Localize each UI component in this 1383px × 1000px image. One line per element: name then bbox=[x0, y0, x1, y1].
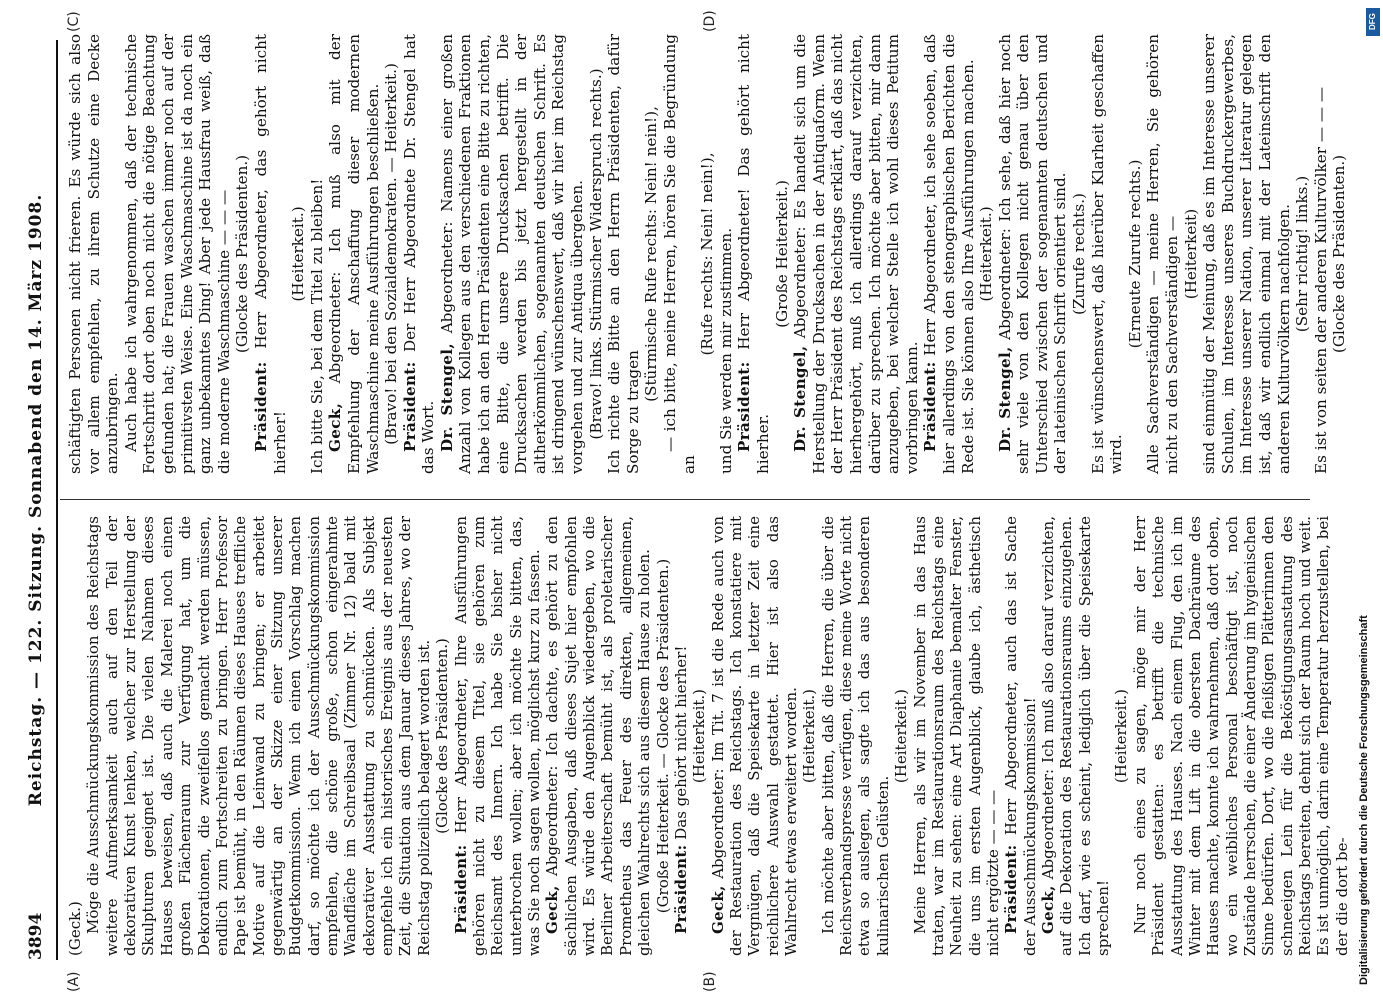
text-paragraph bbox=[605, 34, 642, 474]
speaker-name: Geck, bbox=[708, 885, 727, 934]
text-paragraph bbox=[66, 34, 122, 474]
speech-paragraph bbox=[1039, 516, 1112, 956]
text-paragraph bbox=[1293, 34, 1312, 474]
speaker-name: Dr. Stengel, bbox=[791, 345, 810, 452]
speech-paragraph bbox=[452, 516, 544, 956]
paragraph-text: Auch habe ich wahrgenommen, daß der technische Fortschritt dort oben noch nicht die nötige Beachtung gefunden hat; die Frauen waschen immer noch auf der primitivsten Weise. Eine Waschmaschine ist da noch ein ganz unbekanntes Ding! Aber jede Hausfrau weiß, daß die moderne Waschmaschine — — — bbox=[121, 34, 233, 474]
paragraph-text: (Zurufe rechts.) bbox=[1070, 193, 1089, 315]
speaker-name: Präsident: bbox=[921, 361, 940, 452]
text-paragraph bbox=[690, 516, 708, 956]
paragraph-text: Herr Abgeordneter, Ihre Ausführungen gehören nicht zu diesem Titel, sie gehören zum Reichsamt des Innern. Ich habe Sie bisher nicht unterbrochen wollen; aber ich möchte Sie bitten, das, was Sie noch sagen wollen, möglichst kurz zu fassen. bbox=[451, 516, 543, 956]
speech-paragraph bbox=[401, 34, 438, 474]
paragraph-text: Abgeordneter: Im Tit. 7 ist die Rede auch von der Restauration des Reichstags. Ich konstatiere mit Vergnügen, daß die Speisekarte in letzter Zeit eine reichlichere Auswahl gestattet. Hier ist also das Wahlrecht etwas erweitert worden. bbox=[708, 516, 801, 956]
paragraph-text: Ich bitte Sie, bei dem Titel zu bleiben! bbox=[307, 178, 326, 474]
paragraph-text: (Heiterkeit.) bbox=[800, 688, 819, 784]
text-paragraph bbox=[308, 34, 327, 474]
page-header bbox=[22, 40, 52, 960]
paragraph-text: Es ist von seiten der anderen Kulturvölker — — — bbox=[1311, 86, 1330, 474]
text-paragraph bbox=[122, 34, 234, 474]
speech-paragraph bbox=[709, 516, 801, 956]
right-column bbox=[66, 34, 1349, 474]
paragraph-text: Abgeordneter: Ich muß also mit der Empfehlung der Anschaffung dieser modernen Waschmaschine meine Ausführungen beschließen. bbox=[326, 34, 382, 474]
text-paragraph bbox=[1126, 34, 1145, 474]
paragraph-text: (Glocke des Präsidenten.) bbox=[433, 638, 452, 834]
text-paragraph bbox=[717, 34, 736, 474]
text-paragraph bbox=[773, 34, 792, 474]
text-paragraph bbox=[84, 516, 433, 956]
paragraph-text: Ich richte die Bitte an den Herrn Präsidenten, dafür Sorge zu tragen bbox=[605, 34, 642, 474]
text-paragraph bbox=[587, 34, 606, 474]
header-rule bbox=[56, 40, 58, 960]
paragraph-text: (Große Heiterkeit. — Glocke des Präsidenten.) bbox=[653, 558, 672, 914]
paragraph-text: Meine Herren, als wir im November in das Haus traten, war im Restaurationsraum des Reichstags eine Neuheit zu sehen: eine Art Diaphanie bemalter Fenster, die uns im ersten Augenblick, glaube ich, ästhetisch nicht ergötzte — — — bbox=[910, 516, 1002, 956]
text-paragraph bbox=[1200, 34, 1293, 474]
text-paragraph bbox=[1312, 34, 1331, 474]
page-number: 3894 bbox=[26, 912, 46, 960]
speaker-name: Geck, bbox=[326, 402, 345, 452]
text-paragraph bbox=[1330, 34, 1349, 474]
speech-paragraph bbox=[252, 34, 289, 474]
paragraph-text: (Heiterkeit.) bbox=[977, 206, 996, 302]
margin-marker-a: (A) bbox=[66, 971, 82, 992]
speaker-name: Präsident: bbox=[735, 361, 754, 452]
paragraph-text: — ich bitte, meine Herren, hören Sie die Begründung an bbox=[661, 34, 698, 474]
text-paragraph bbox=[1182, 34, 1201, 474]
page-title: Reichstag. — 122. Sitzung. Sonnabend den 14. März 1908. bbox=[26, 193, 46, 807]
speaker-name: Dr. Stengel, bbox=[437, 343, 456, 452]
speaker-name: Präsident: bbox=[671, 844, 690, 934]
margin-marker-b: (B) bbox=[702, 971, 718, 992]
text-paragraph bbox=[233, 34, 252, 474]
text-paragraph bbox=[698, 34, 717, 474]
paragraph-text: Abgeordneter: Ich muß also darauf verzichten, auf die Dekoration des Restaurationsraums einzugehen. Ich darf, wie es scheint, lediglich über die Speisekarte sprechen! bbox=[1039, 516, 1113, 956]
paragraph-text: (Bravo! bei den Sozialdemokraten. — Heiterkeit.) bbox=[382, 63, 401, 445]
margin-marker-c: (C) bbox=[66, 11, 82, 32]
speech-paragraph bbox=[672, 516, 690, 956]
text-paragraph bbox=[911, 516, 1003, 956]
paragraph-text: Möge die Ausschmückungskommission des Reichstags weitere Aufmerksamkeit auch auf den Teil der dekorativen Kunst lenken, welcher zur Herstellung der Skulpturen geeignet ist. Die vielen Nahmen dieses Hauses beweisen, daß auch die Malerei noch einen großen Flächenraum zur Verfügung hat, um die Dekorationen, die zweifellos gemacht werden müssen, endlich zum Fortschreiten zu bringen. Herr Professor Pape ist bemüht, in den Räumen dieses Hauses treffliche Motive auf die Leinwand zu bringen; er arbeitet gegenwärtig an der Skizze einer Sitzung unserer Budgetkommission. Wenn ich einen Vorschlag machen darf, so möchte ich der Ausschmückungskommission empfehlen, die schöne große, schon eingerahmte Wandfläche im Schreibsaal (Zimmer Nr. 12) bald mit dekorativer Ausstattung zu schmücken. Als Subjekt empfehle ich ein historisches Ereignis aus der neuesten Zeit, die Situation aus dem Januar dieses Jahres, wo der Reichstag polizeilich belagert worden ist. bbox=[84, 516, 433, 956]
paragraph-text: Nur noch eines zu sagen, möge mir der Herr Präsident gestatten: es betrifft die technische Ausstattung des Hauses. Nach einem Flug, den ich im Winter mit dem Lift in die obersten Dachräume des Hauses machte, konnte ich wahrnehmen, daß dort oben, wo ein weibliches Personal beschäftigt ist, noch Zustände herrschen, die einer Änderung im hygienischen Sinne bedürfen. Dort, wo die fleißigen Plätterinnen den schneeigen Lein für die Beköstigungsanstattung des Reichstags bereiten, dehnt sich der Raum hoch und weit. Es ist unmöglich, darin eine Temperatur herzustellen, bei der die dort be- bbox=[1130, 516, 1351, 956]
paragraph-text: Ich möchte aber bitten, daß die Herren, die über die Reichsverbandspresse verfügen, diese meine Worte nicht etwa so auslegen, als sagte ich das aus besonderen kulinarischen Gelüsten. bbox=[818, 516, 892, 956]
paragraph-text: (Heiterkeit) bbox=[1181, 208, 1200, 300]
paragraph-text: Alle Sachverständigen — meine Herren, Sie gehören nicht zu den Sachverständigen — bbox=[1144, 34, 1182, 474]
paragraph-text: (Heiterkeit.) bbox=[690, 688, 709, 784]
paragraph-text: Abgeordneter: Namens einer großen Anzahl von Kollegen aus den verschiedenen Fraktionen habe ich an den Herrn Präsidenten eine Bitte zu richten, eine Bitte, die unsere Drucksachen betrifft. Die Drucksachen werden bis jetzt hergestellt in der altherkömmlichen, sogenannten deutschen Schrift. Es ist dringend wünschenswert, daß wir hier im Reichstag vorgehen und zur Antiqua übergehen. bbox=[437, 34, 587, 474]
paragraph-text: Es ist wünschenswert, daß hierüber Klarheit geschaffen wird. bbox=[1088, 34, 1126, 474]
paragraph-text: (Heiterkeit.) bbox=[1112, 688, 1131, 784]
paragraph-text: Herr Abgeordneter, auch das ist Sache der Ausschmückungskommission! bbox=[1002, 516, 1039, 956]
paragraph-text: (Erneute Zurufe rechts.) bbox=[1125, 159, 1144, 349]
speech-paragraph bbox=[996, 34, 1070, 474]
digitization-notice: Digitalisierung gefördert durch die Deutsche Forschungsgemeinschaft bbox=[1358, 615, 1370, 985]
paragraph-text: und Sie werden mir zustimmen. bbox=[716, 227, 735, 474]
paragraph-text: Herr Abgeordneter, das gehört nicht hierher! bbox=[251, 33, 289, 474]
speaker-name: Präsident: bbox=[251, 361, 270, 452]
text-paragraph bbox=[1131, 516, 1351, 956]
speaker-name: Präsident: bbox=[1002, 844, 1021, 934]
column-divider bbox=[60, 499, 1310, 500]
speech-paragraph bbox=[921, 34, 977, 474]
text-paragraph bbox=[892, 516, 910, 956]
paragraph-text: (Glocke des Präsidenten.) bbox=[233, 154, 252, 354]
paragraph-text: schäftigten Personen nicht frieren. Es würde sich also vor allem empfehlen, zu ihrem Schutze eine Decke anzubringen. bbox=[66, 34, 122, 474]
paragraph-text: (Sehr richtig! links.) bbox=[1293, 175, 1312, 333]
speaker-name: Präsident: bbox=[451, 844, 470, 934]
text-paragraph bbox=[1112, 516, 1130, 956]
text-paragraph bbox=[819, 516, 892, 956]
speaker-name: Präsident: bbox=[400, 361, 419, 452]
speech-paragraph bbox=[438, 34, 587, 474]
paragraph-text: (Geck.) bbox=[66, 901, 84, 956]
speech-paragraph bbox=[1002, 516, 1039, 956]
paragraph-text: (Bravo! links. Stürmischer Widerspruch rechts.) bbox=[586, 68, 605, 440]
text-paragraph bbox=[382, 34, 401, 474]
text-paragraph bbox=[654, 516, 672, 956]
speech-paragraph bbox=[326, 34, 382, 474]
paragraph-text: Abgeordneter: Es handelt sich um die Herstellung der Drucksachen in der Antiquaform. Wenn der Herr Präsident des Reichstags erklärt, daß das nicht hierhergehört, muß ich allerdings darauf verzichten, darüber zu sprechen. Ich möchte aber bitten, mir dann anzugeben, bei welcher Stelle ich wohl dieses Petitum vorbringen kann. bbox=[791, 34, 921, 474]
speech-paragraph bbox=[543, 516, 653, 956]
text-paragraph bbox=[66, 516, 84, 956]
text-paragraph bbox=[800, 516, 818, 956]
text-paragraph bbox=[1070, 34, 1089, 474]
speaker-name: Dr. Stengel, bbox=[995, 346, 1014, 452]
paragraph-text: Das gehört nicht hierher! bbox=[671, 645, 690, 840]
paragraph-text: (Große Heiterkeit.) bbox=[772, 180, 791, 328]
paragraph-text: (Stürmische Rufe rechts: Nein! nein!), bbox=[642, 106, 661, 402]
paragraph-text: Herr Abgeordneter, ich sehe soeben, daß hier allerdings von den stenographischen Berichten die Rede ist. Sie können also Ihre Ausführungen machen. bbox=[921, 33, 977, 474]
speaker-name: Geck, bbox=[543, 885, 562, 934]
left-column bbox=[66, 516, 1351, 956]
text-paragraph bbox=[1144, 34, 1181, 474]
text-paragraph bbox=[977, 34, 996, 474]
paragraph-text: Abgeordneter: Ich dachte, es gehört zu den sächlichen Ausgaben, daß dieses Sujet hier empfohlen wird. Es würde den Augenblick wiedergeben, wo die Berliner Arbeiterschaft bemüht ist, als proletarischer Prometheus das Feuer des direkten, allgemeinen, gleichen Wahlrechts sich aus diesem Hause zu holen. bbox=[543, 516, 654, 956]
speech-paragraph bbox=[791, 34, 921, 474]
text-paragraph bbox=[433, 516, 451, 956]
paragraph-text: Abgeordneter: Ich sehe, daß hier noch sehr viele von den Kollegen nicht genau über den Unterschied zwischen der sogenannten deutschen und der lateinischen Schrift orientiert sind. bbox=[995, 34, 1070, 474]
paragraph-text: Herr Abgeordneter! Das gehört nicht hierher. bbox=[735, 34, 772, 474]
margin-marker-d: (D) bbox=[702, 10, 718, 32]
text-paragraph bbox=[642, 34, 661, 474]
text-paragraph bbox=[289, 34, 308, 474]
speaker-name: Geck, bbox=[1039, 885, 1058, 934]
paragraph-text: sind einmütig der Meinung, daß es im Interesse unserer Schulen, im Interesse unseres Buchdruckergewerbes, im Interesse unserer Nation, unserer Literatur gelegen ist, daß wir endlich einmal mit der Lateinschrift den anderen Kulturvölkern nachfolgen. bbox=[1200, 34, 1293, 474]
paragraph-text: (Rufe rechts: Nein! nein!), bbox=[698, 152, 717, 356]
dfg-logo: DFG bbox=[1366, 8, 1380, 36]
speech-paragraph bbox=[735, 34, 772, 474]
text-paragraph bbox=[1089, 34, 1126, 474]
text-paragraph bbox=[661, 34, 698, 474]
paragraph-text: Der Herr Abgeordnete Dr. Stengel hat das Wort. bbox=[400, 34, 438, 474]
paragraph-text: (Glocke des Präsidenten.) bbox=[1330, 154, 1349, 354]
paragraph-text: (Heiterkeit.) bbox=[289, 206, 308, 302]
paragraph-text: (Heiterkeit.) bbox=[892, 688, 911, 784]
